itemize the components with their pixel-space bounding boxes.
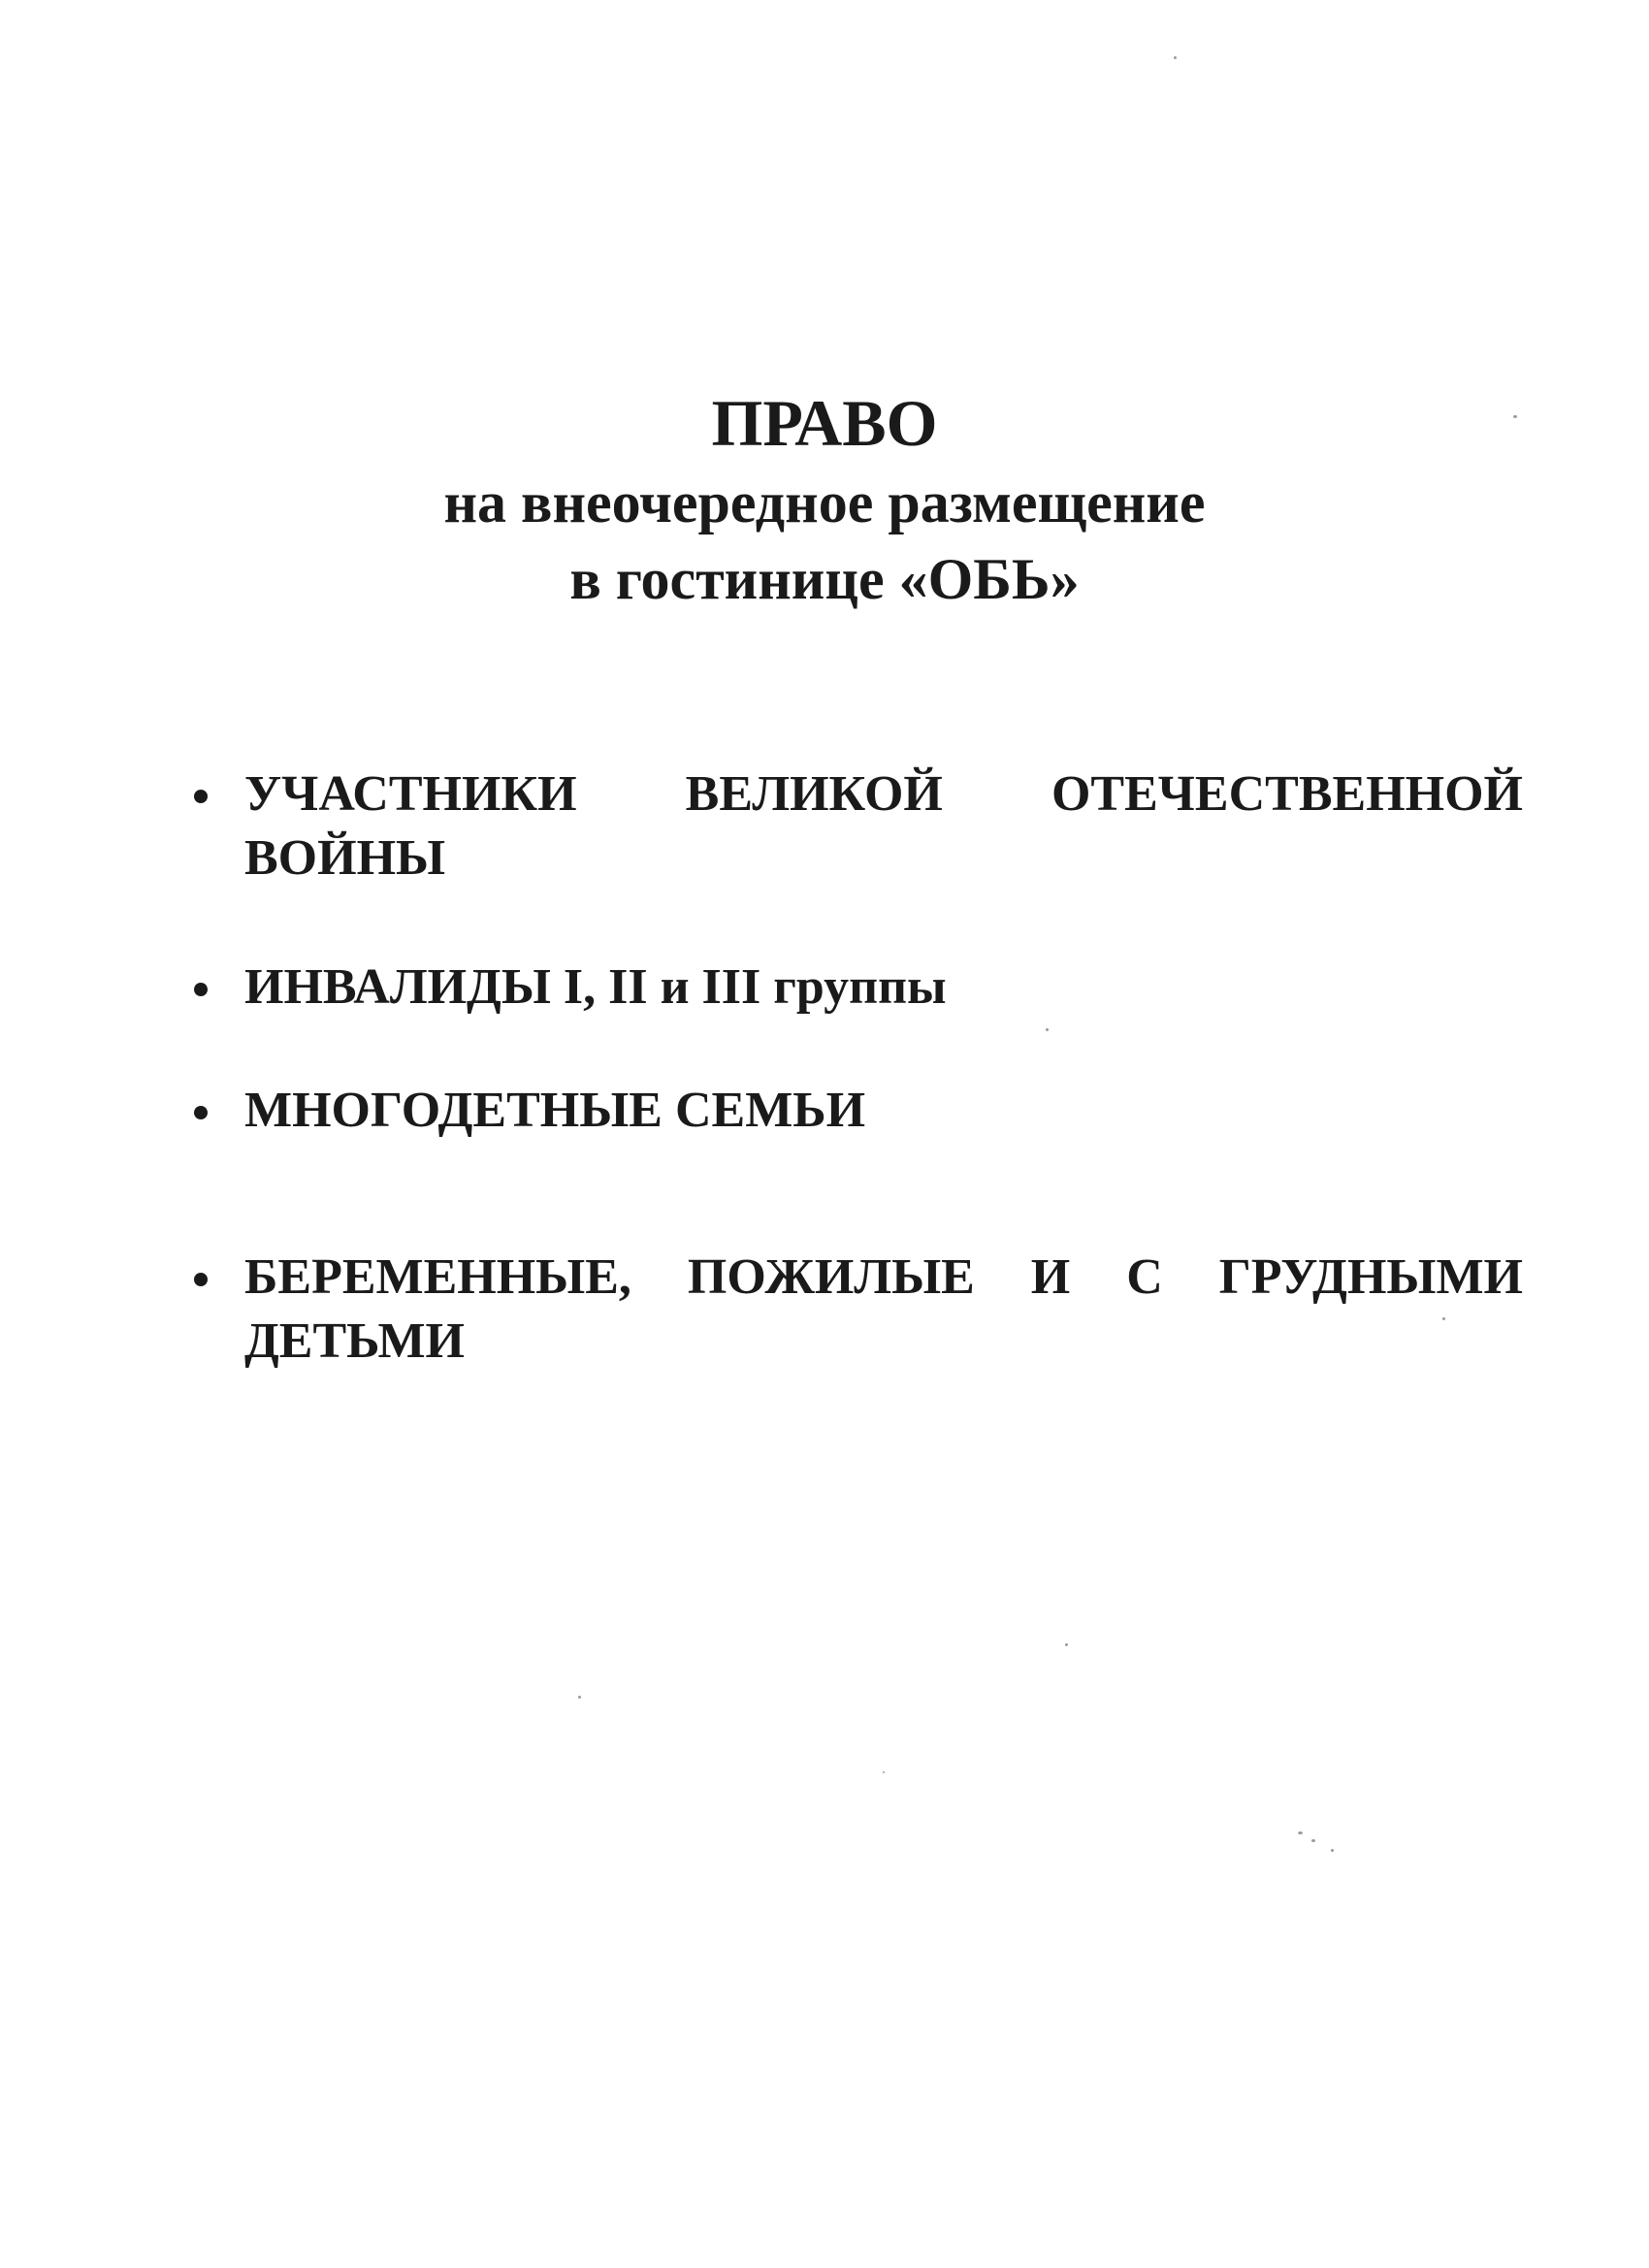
bullet-icon bbox=[194, 983, 208, 996]
list-item-text: ИНВАЛИДЫ I, II и III группы bbox=[244, 959, 947, 1015]
scan-speck bbox=[1174, 56, 1177, 59]
scan-speck bbox=[1311, 1839, 1315, 1842]
document-subtitle-line-2: в гостинице «ОБЬ» bbox=[569, 547, 1080, 611]
list-item-text: МНОГОДЕТНЫЕ СЕМЬИ bbox=[244, 1083, 866, 1138]
scan-speck bbox=[578, 1696, 581, 1699]
bullet-icon bbox=[194, 790, 208, 803]
bullet-icon bbox=[194, 1273, 208, 1286]
list-item-text: БЕРЕМЕННЫЕ, ПОЖИЛЫЕ И С ГРУДНЫМИ bbox=[244, 1249, 1523, 1305]
scan-speck bbox=[883, 1771, 885, 1773]
bullet-icon bbox=[194, 1106, 208, 1119]
scan-speck bbox=[1298, 1831, 1303, 1834]
scan-speck bbox=[1331, 1849, 1334, 1852]
document-subtitle-line-1: на внеочередное размещение bbox=[443, 470, 1206, 535]
list-item-text: УЧАСТНИКИ ВЕЛИКОЙ ОТЕЧЕСТВЕННОЙ bbox=[244, 766, 1523, 822]
scan-speck bbox=[1065, 1643, 1068, 1646]
list-item-continuation: ДЕТЬМИ bbox=[244, 1313, 465, 1369]
list-item-continuation: ВОЙНЫ bbox=[244, 830, 446, 886]
scan-speck bbox=[1513, 415, 1517, 418]
scan-speck bbox=[1046, 1028, 1049, 1031]
list-item-disabled-persons bbox=[194, 956, 1523, 1020]
scan-speck bbox=[1442, 1317, 1445, 1320]
document-title: ПРАВО bbox=[711, 386, 938, 460]
list-item-large-families bbox=[194, 1079, 1523, 1143]
